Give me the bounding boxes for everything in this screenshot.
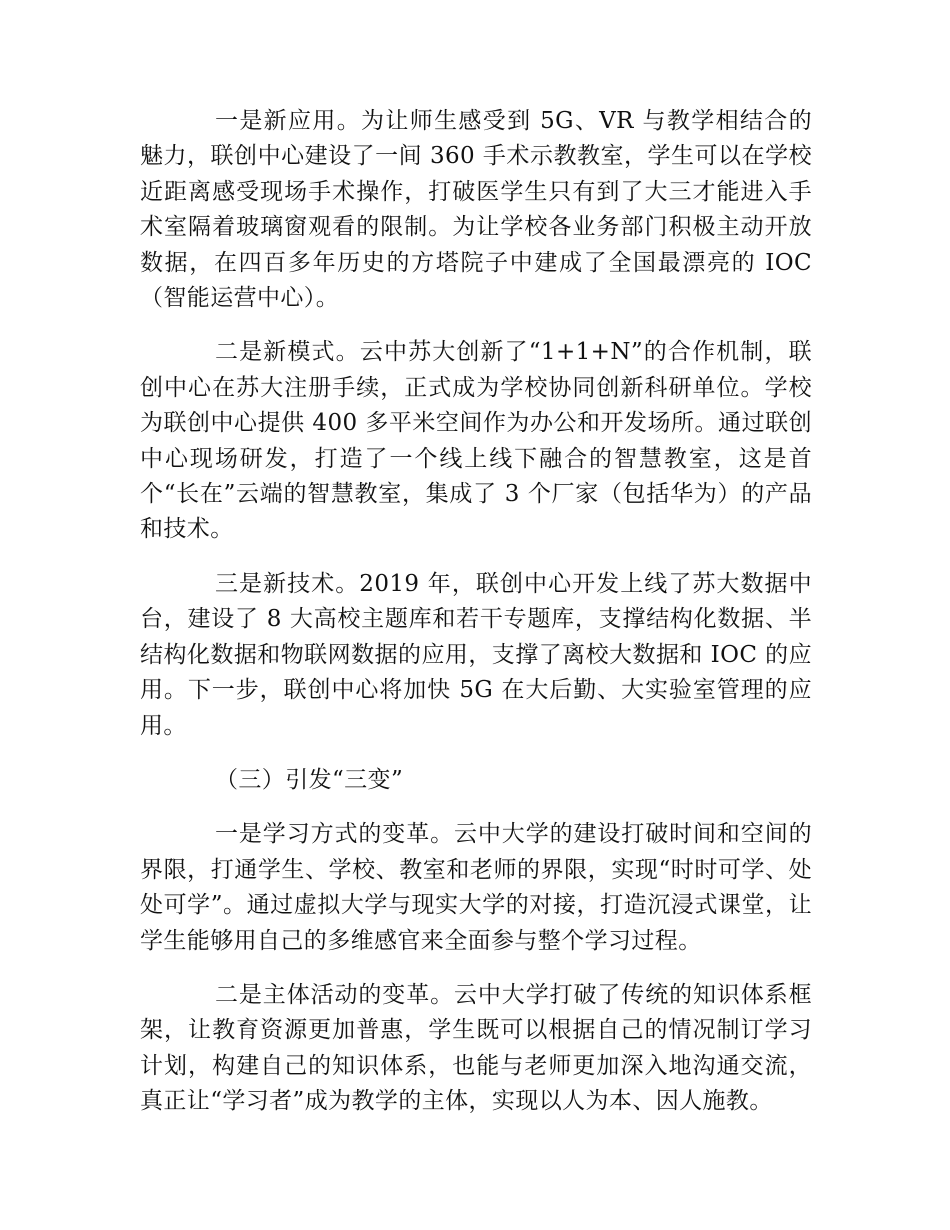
paragraph-new-model: 二是新模式。云中苏大创新了“1+1+N”的合作机制，联创中心在苏大注册手续，正式成为学校协同创新科研单位。学校为联创中心提供 400 多平米空间作为办公和开发场所。通过联创中心现场研发，打造了一个线上线下融合的智慧教室，这是首个“长在”云端的智慧教室，集成了 3 个厂家（包括华为）的产品和技术。	[140, 339, 812, 543]
section-heading-three-changes: （三）引发“三变”	[215, 766, 404, 793]
paragraph-learning-method-change: 一是学习方式的变革。云中大学的建设打破时间和空间的界限，打通学生、学校、教室和老师的界限，实现“时时可学、处处可学”。通过虚拟大学与现实大学的对接，打造沉浸式课堂，让学生能够用自己的多维感官来全面参与整个学习过程。	[140, 821, 812, 954]
paragraph-subject-activity-change: 二是主体活动的变革。云中大学打破了传统的知识体系框架，让教育资源更加普惠，学生既可以根据自己的情况制订学习计划，构建自己的知识体系，也能与老师更加深入地沟通交流，真正让“学习者”成为教学的主体，实现以人为本、因人施教。	[140, 981, 812, 1115]
document-body	[140, 104, 812, 1139]
paragraph-new-technology: 三是新技术。2019 年，联创中心开发上线了苏大数据中台，建设了 8 大高校主题库和若干专题库，支撑结构化数据、半结构化数据和物联网数据的应用，支撑了离校大数据和 IOC 的应用。下一步，联创中心将加快 5G 在大后勤、大实验室管理的应用。	[140, 570, 812, 739]
paragraph-new-application: 一是新应用。为让师生感受到 5G、VR 与教学相结合的魅力，联创中心建设了一间 360 手术示教教室，学生可以在学校近距离感受现场手术操作，打破医学生只有到了大三才能进入手术室隔着玻璃窗观看的限制。为让学校各业务部门积极主动开放数据，在四百多年历史的方塔院子中建成了全国最漂亮的 IOC（智能运营中心）。	[140, 108, 812, 312]
